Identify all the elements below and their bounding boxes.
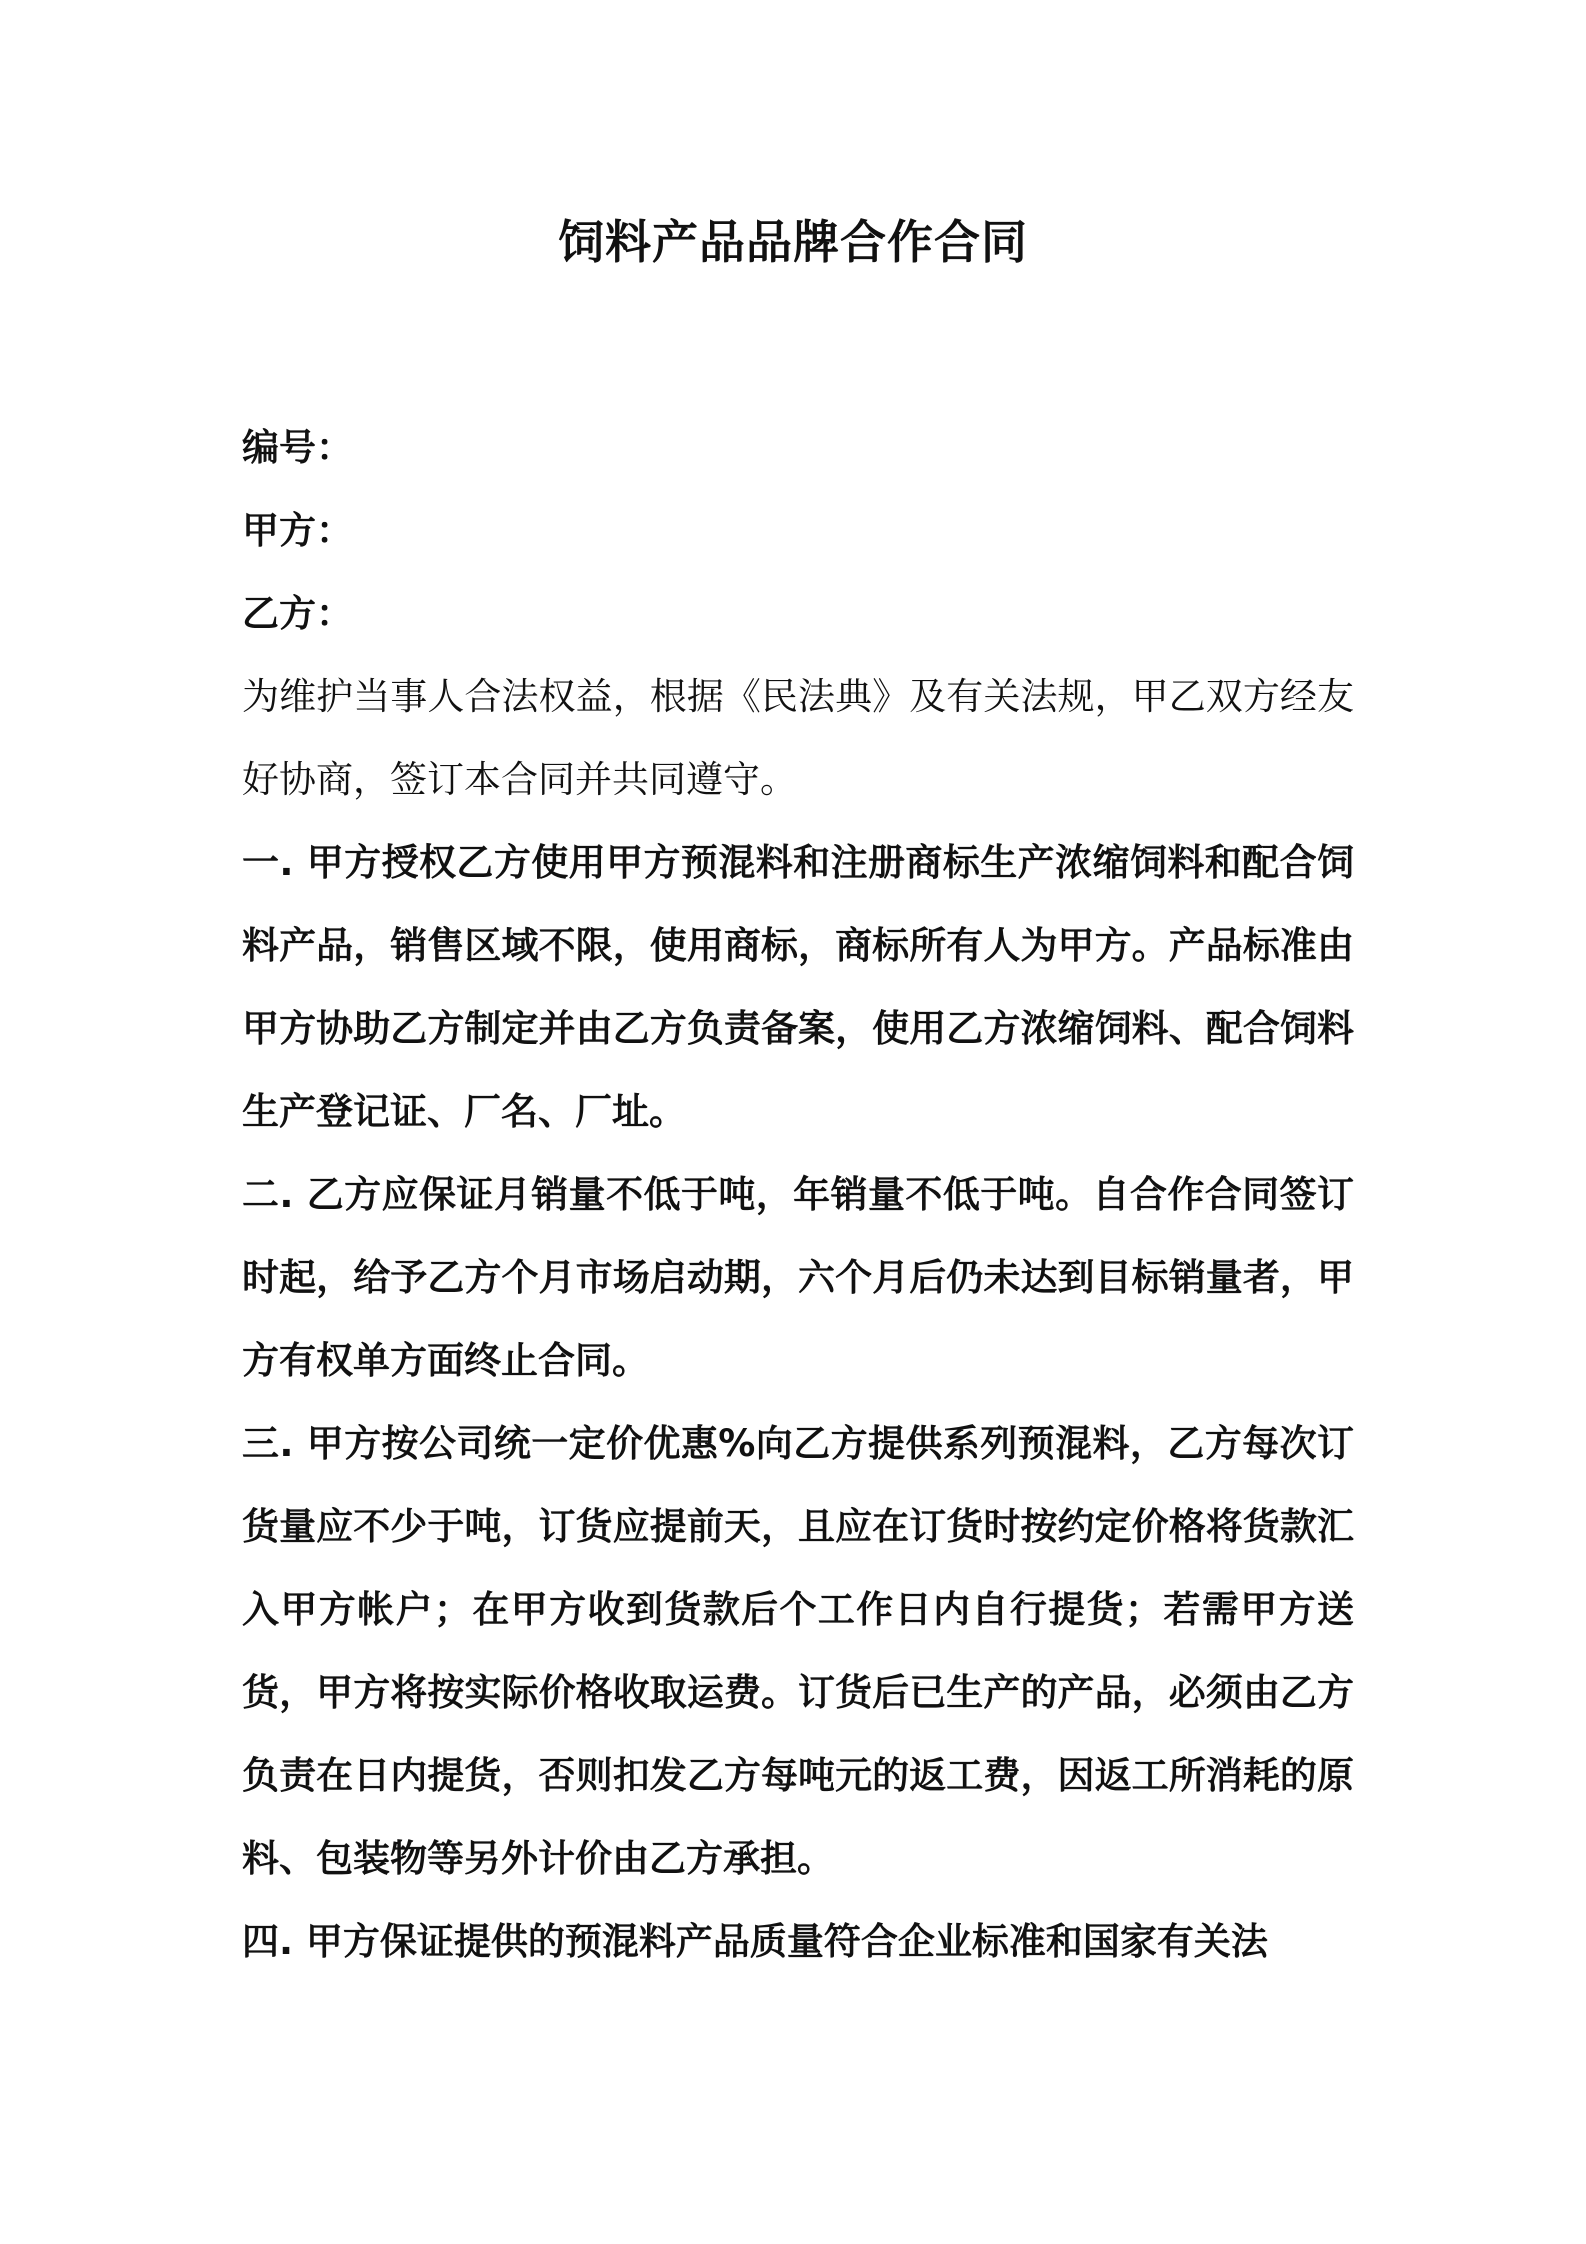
clause-1-paragraph: 一. 甲方授权乙方使用甲方预混料和注册商标生产浓缩饲料和配合饲料产品，销售区域不限，使用商标，商标所有人为甲方。产品标准由甲方协助乙方制定并由乙方负责备案，使用乙方浓缩饲料、配合饲料生产登记证、厂名、厂址。: [242, 841, 1354, 1133]
contract-number-label: 编号：: [242, 426, 353, 469]
clause-3-paragraph: 三. 甲方按公司统一定价优惠%向乙方提供系列预混料，乙方每次订货量应不少于吨，订货应提前天，且应在订货时按约定价格将货款汇入甲方帐户；在甲方收到货款后个工作日内自行提货；若需甲方送货，甲方将按实际价格收取运费。订货后已生产的产品，必须由乙方负责在日内提货，否则扣发乙方每吨元的返工费，因返工所消耗的原料、包装物等另外计价由乙方承担。: [242, 1422, 1354, 1880]
party-a-label: 甲方：: [242, 509, 353, 552]
clause-4-paragraph: 四. 甲方保证提供的预混料产品质量符合企业标准和国家有关法: [242, 1920, 1268, 1963]
clause-2-paragraph: 二. 乙方应保证月销量不低于吨，年销量不低于吨。自合作合同签订时起，给予乙方个月市场启动期，六个月后仍未达到目标销量者，甲方有权单方面终止合同。: [242, 1173, 1354, 1382]
preamble-paragraph: 为维护当事人合法权益，根据《民法典》及有关法规，甲乙双方经友好协商，签订本合同并共同遵守。: [242, 675, 1354, 801]
document-title: 饲料产品品牌合作合同: [558, 215, 1028, 269]
party-b-label: 乙方：: [242, 592, 353, 635]
document-body: [242, 406, 1354, 1983]
